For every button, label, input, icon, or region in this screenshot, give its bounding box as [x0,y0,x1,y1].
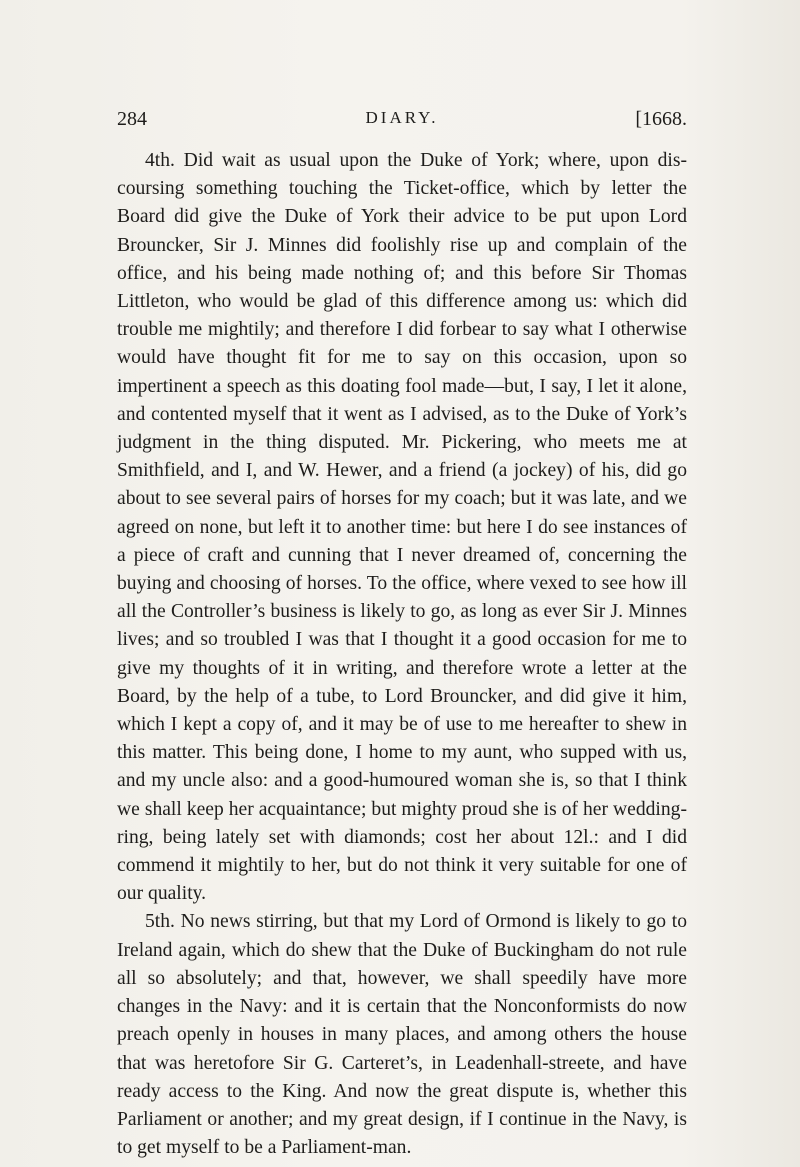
running-title: DIARY. [365,108,439,127]
page-header [117,108,687,134]
page-number: 284 [117,108,147,130]
diary-text [117,147,687,1162]
paragraph-4th: 4th. Did wait as usual upon the Duke of York; where, upon discoursing something touching the Ticket-office, which by letter the Board did give the Duke of York their advice to be put upon Lord Brouncker, Sir J. Minnes did foolishly rise up and complain of the office, and his being made nothing of; and this before Sir Thomas Littleton, who would be glad of this difference among us: which did trouble me mightily; and therefore I did forbear to say what I otherwise would have thought fit for me to say on this occasion, upon so impertinent a speech as this doating fool made—but, I say, I let it alone, and contented myself that it went as I advised, as to the Duke of York’s judgment in the thing disputed. Mr. Pickering, who meets me at Smithfield, and I, and W. Hewer, and a friend (a jockey) of his, did go about to see several pairs of horses for my coach; but it was late, and we agreed on none, but left it to another time: but here I do see instances of a piece of craft and cunning that I never dreamed of, concerning the buying and choosing of horses. To the office, where vexed to see how ill all the Controller’s business is likely to go, as long as ever Sir J. Minnes lives; and so troubled I was that I thought it a good occasion for me to give my thoughts of it in writing, and therefore wrote a letter at the Board, by the help of a tube, to Lord Brouncker, and did give it him, which I kept a copy of, and it may be of use to me hereafter to shew in this matter. This being done, I home to my aunt, who supped with us, and my uncle also: and a good-humoured woman she is, so that I think we shall keep her acquaintance; but mighty proud she is of her wedding-ring, being lately set with diamonds; cost her about 12l.: and I did commend it mightily to her, but do not think it very suitable for one of our quality. [117,150,687,905]
year-marker: [1668. [635,108,687,130]
paragraph-5th: 5th. No news stirring, but that my Lord of Ormond is likely to go to Ireland again, which do shew that the Duke of Buckingham do not rule all so absolutely; and that, however, we shall speedily have more changes in the Navy: and it is certain that the Nonconformists do now preach openly in houses in many places, and among others the house that was heretofore Sir G. Carteret’s, in Leadenhall-streete, and have ready access to the King. And now the great dispute is, whether this Parliament or another; and my great design, if I continue in the Navy, is to get myself to be a Parliament-man. [117,911,687,1159]
